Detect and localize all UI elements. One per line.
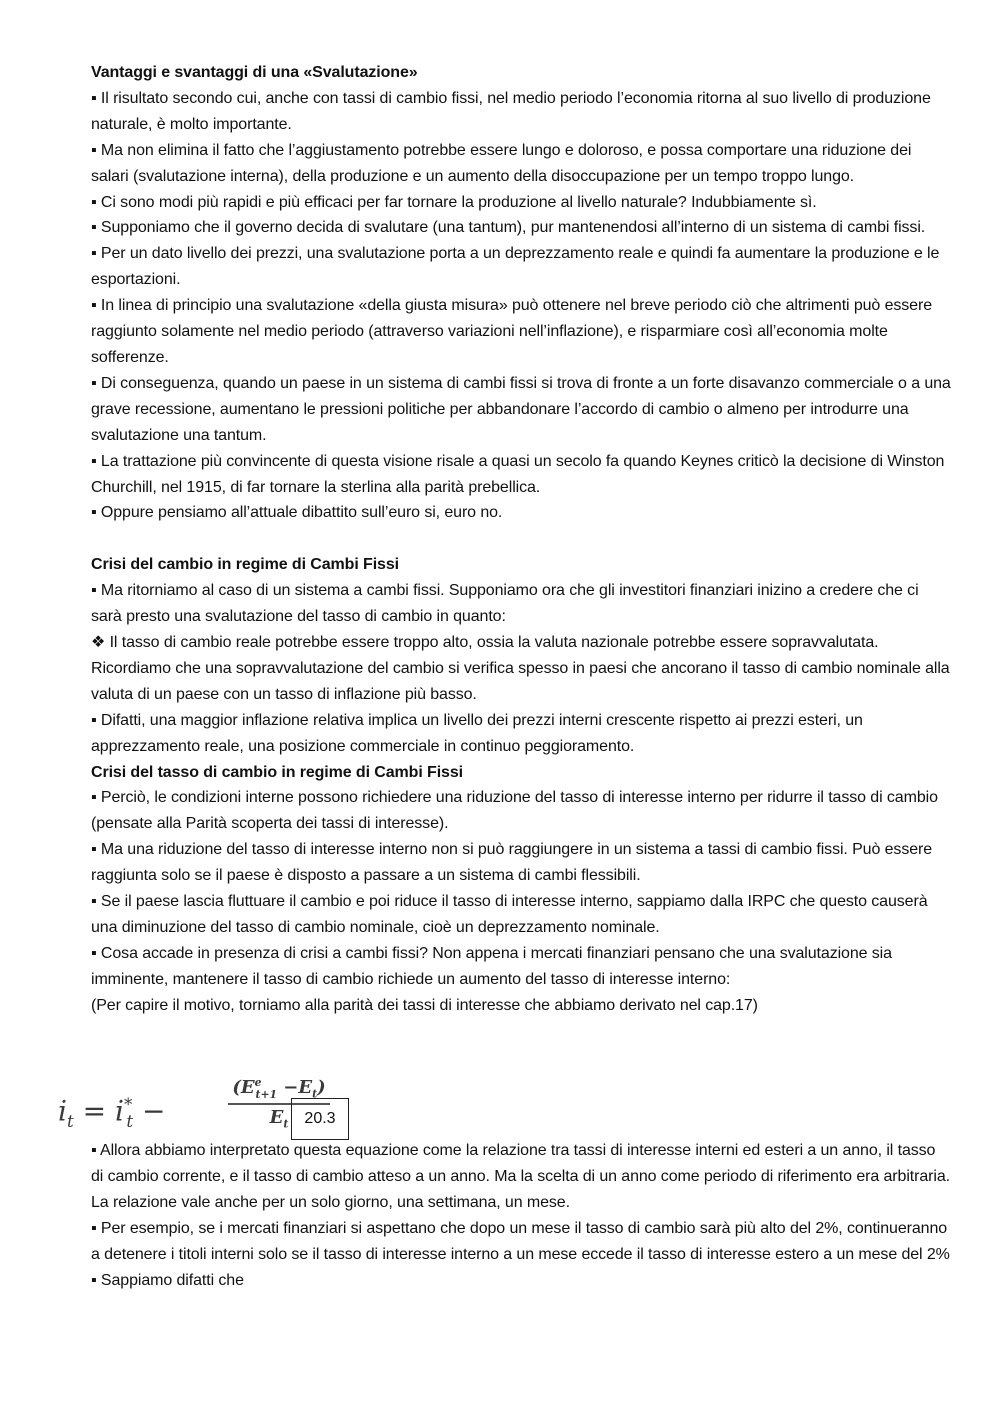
section-heading-crisi-tasso: Crisi del tasso di cambio in regime di Cambi Fissi xyxy=(91,763,463,781)
bullet-paragraph: ▪ Allora abbiamo interpretato questa equazione come la relazione tra tassi di interesse interni ed esteri a un anno, il tasso di cambio corrente, e il tasso di cambio atteso a un anno. Ma la scelta di un anno come periodo di riferimento era arbitraria. La relazione vale anche per un solo giorno, una settimana, un mese. xyxy=(91,1142,950,1211)
bullet-paragraph: ▪ Ma ritorniamo al caso di un sistema a cambi fissi. Supponiamo ora che gli investitori finanziari inizino a credere che ci sarà presto una svalutazione del tasso di cambio in quanto: xyxy=(91,582,919,626)
bullet-paragraph: ▪ Di conseguenza, quando un paese in un sistema di cambi fissi si trova di fronte a un forte disavanzo commerciale o a una grave recessione, aumentano le pressioni politiche per abbandonare l’accordo di cambio o almeno per introdurre una svalutazione una tantum. xyxy=(91,374,951,444)
bullet-paragraph: ▪ Ma non elimina il fatto che l’aggiustamento potrebbe essere lungo e doloroso, e possa comportare una riduzione dei salari (svalutazione interna), della produzione e un aumento della disoccupazione per un tempo troppo lungo. xyxy=(91,141,912,185)
bullet-paragraph: ▪ Oppure pensiamo all’attuale dibattito sull’euro si, euro no. xyxy=(91,504,503,522)
lower-text-block xyxy=(91,1138,951,1293)
upper-text-block xyxy=(91,60,951,1019)
bullet-paragraph: ▪ Il risultato secondo cui, anche con tassi di cambio fissi, nel medio periodo l’economia ritorna al suo livello di produzione naturale, è molto importante. xyxy=(91,89,931,133)
bullet-paragraph: ▪ In linea di principio una svalutazione «della giusta misura» può ottenere nel breve periodo ciò che altrimenti può essere raggiunto solamente nel medio periodo (attraverso variazioni nell’inflazione), e risparmiare così all’economia molte sofferenze. xyxy=(91,297,932,366)
bullet-paragraph: ▪ Difatti, una maggior inflazione relativa implica un livello dei prezzi interni crescente rispetto ai prezzi esteri, un apprezzamento reale, una posizione commerciale in continuo peggioramento. xyxy=(91,711,863,755)
bullet-paragraph: ▪ Per un dato livello dei prezzi, una svalutazione porta a un deprezzamento reale e quindi fa aumentare la produzione e le esportazioni. xyxy=(91,245,940,289)
bullet-paragraph: ▪ Perciò, le condizioni interne possono richiedere una riduzione del tasso di interesse interno per ridurre il tasso di cambio (pensate alla Parità scoperta dei tassi di interesse). xyxy=(91,789,938,833)
bullet-paragraph: ▪ Ci sono modi più rapidi e più efficaci per far tornare la produzione al livello naturale? Indubbiamente sì. xyxy=(91,193,817,211)
bullet-paragraph: ▪ La trattazione più convincente di questa visione risale a quasi un secolo fa quando Keynes criticò la decisione di Winston Churchill, nel 1915, di far tornare la sterlina alla parità prebellica. xyxy=(91,452,945,496)
formula-denominator: $E_t$ xyxy=(269,1106,289,1131)
equation-number-box: 20.3 xyxy=(291,1098,349,1140)
formula-lhs: $i_t = i^*_t$ − xyxy=(58,1094,166,1131)
bullet-paragraph: ▪ Supponiamo che il governo decida di svalutare (una tantum), pur mantenendosi all’interno di un sistema di cambi fissi. xyxy=(91,219,926,237)
paragraph-spacer xyxy=(91,526,951,552)
note-paragraph: (Per capire il motivo, torniamo alla parità dei tassi di interesse che abbiamo derivato nel cap.17) xyxy=(91,996,758,1014)
bullet-paragraph: ▪ Se il paese lascia fluttuare il cambio e poi riduce il tasso di interesse interno, sappiamo dalla IRPC che questo causerà una diminuzione del tasso di cambio nominale, cioè un deprezzamento nominale. xyxy=(91,893,928,936)
diamond-bullet-paragraph: ❖ Il tasso di cambio reale potrebbe essere troppo alto, ossia la valuta nazionale potrebbe essere sopravvalutata. Ricordiamo che una sopravvalutazione del cambio si verifica spesso in paesi che ancorano il tasso di cambio nominale alla valuta di un paese con un tasso di inflazione più basso. xyxy=(91,634,950,703)
bullet-paragraph: ▪ Sappiamo difatti che xyxy=(91,1271,244,1289)
section-heading-svalutazione: Vantaggi e svantaggi di una «Svalutazione» xyxy=(91,64,418,81)
bullet-paragraph: ▪ Per esempio, se i mercati finanziari si aspettano che dopo un mese il tasso di cambio sarà più alto del 2%, continueranno a detenere i titoli interni solo se il tasso di interesse interno a un mese eccede il tasso di interesse estero a un mese del 2% xyxy=(91,1219,950,1263)
bullet-paragraph: ▪ Cosa accade in presenza di crisi a cambi fissi? Non appena i mercati finanziari pensano che una svalutazione sia imminente, mantenere il tasso di cambio richiede un aumento del tasso di interesse interno: xyxy=(91,944,892,988)
bullet-paragraph: ▪ Ma una riduzione del tasso di interesse interno non si può raggiungere in un sistema a tassi di cambio fissi. Può essere raggiunta solo se il paese è disposto a passare a un sistema di cambi flessibili. xyxy=(91,841,933,885)
formula-numerator: $(E^e_{t+1} -E_t)$ xyxy=(232,1076,326,1101)
section-heading-crisi-cambio: Crisi del cambio in regime di Cambi Fissi xyxy=(91,556,399,574)
